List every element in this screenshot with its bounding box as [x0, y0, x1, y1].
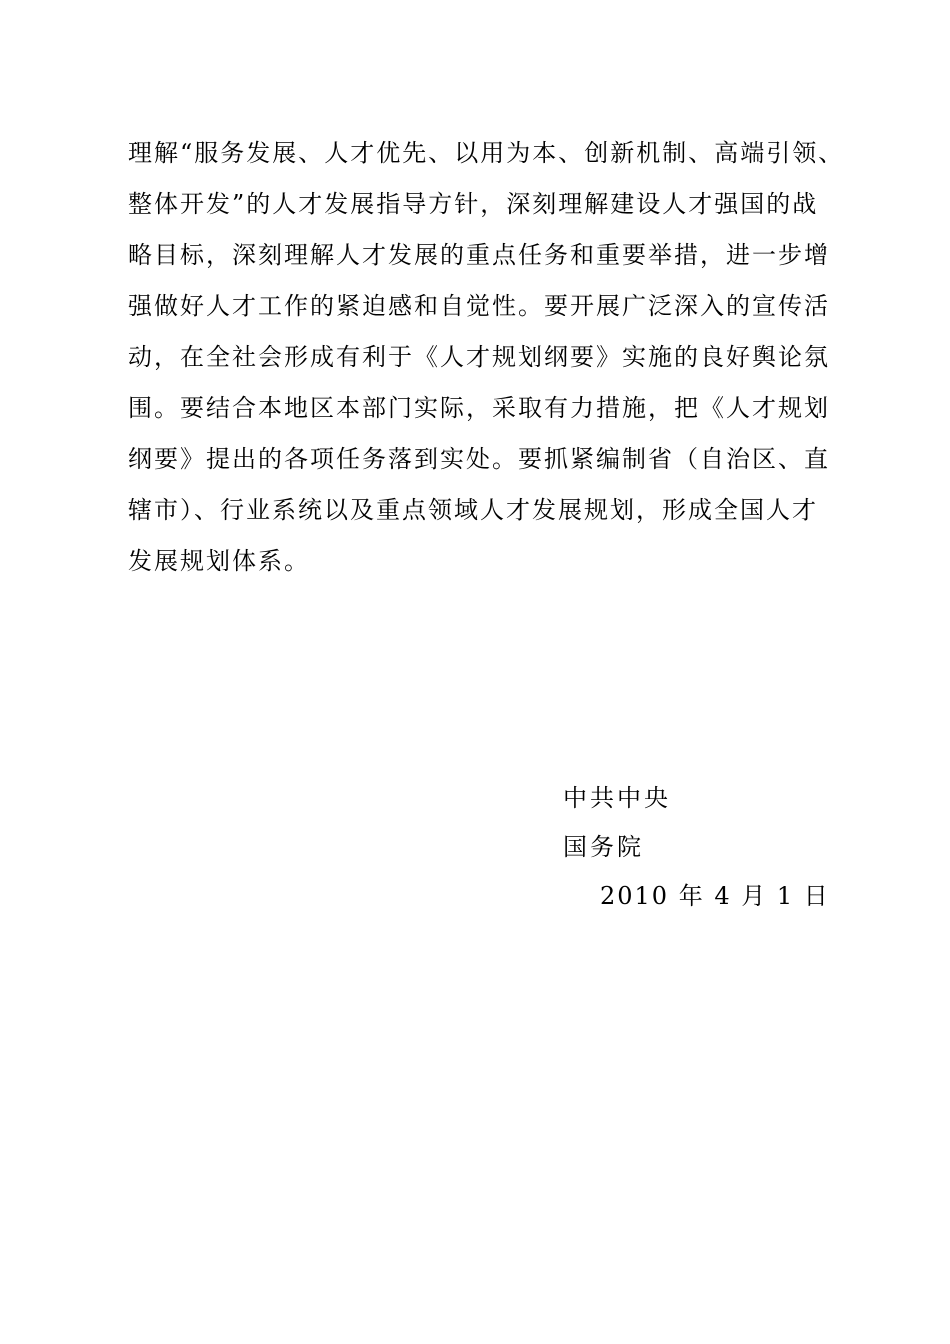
text-line: 辖市）、行业系统以及重点领域人才发展规划，形成全国人才: [128, 496, 818, 524]
text-line: 围。要结合本地区本部门实际，采取有力措施，把《人才规划: [128, 394, 830, 422]
text-line: 纲要》提出的各项任务落到实处。要抓紧编制省（自治区、直: [128, 445, 830, 473]
text-line: 理解“服务发展、人才优先、以用为本、创新机制、高端引领、: [128, 139, 845, 167]
signature-date: 2010 年 4 月 1 日: [600, 882, 830, 910]
signature-org-state-council: 国务院: [563, 833, 644, 861]
text-line: 发展规划体系。: [128, 547, 310, 575]
body-paragraph: [128, 128, 848, 587]
signature-org-ccp-central-committee: 中共中央: [563, 784, 671, 812]
text-line: 整体开发”的人才发展指导方针，深刻理解建设人才强国的战: [128, 190, 819, 218]
text-line: 略目标，深刻理解人才发展的重点任务和重要举措，进一步增: [128, 241, 830, 269]
text-line: 动，在全社会形成有利于《人才规划纲要》实施的良好舆论氛: [128, 343, 830, 371]
text-line: 强做好人才工作的紧迫感和自觉性。要开展广泛深入的宣传活: [128, 292, 830, 320]
